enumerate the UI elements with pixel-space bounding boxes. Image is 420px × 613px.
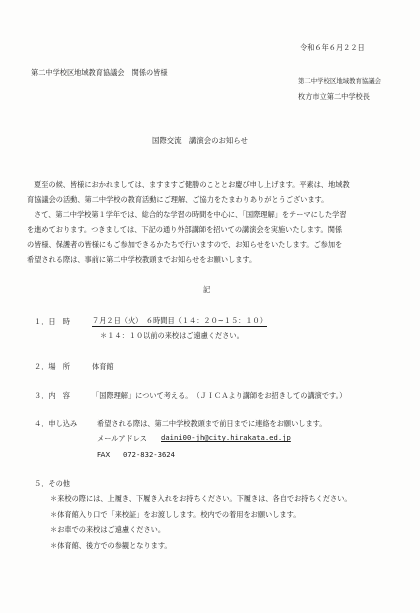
item-apply-value: 希望される際は、第二中学校教頭まで前日までに連絡をお願いします。 (97, 419, 327, 428)
email-link[interactable]: daini00-jh@city.hirakata.ed.jp (161, 433, 291, 442)
item-date-text: ７月２日（火） ６時間目（１４：２０~１５：１０） (92, 316, 267, 325)
body-line: 育協議会の活動、第二中学校の教育活動にご理解、ご協力をたまわりありがとうございます。 (27, 195, 329, 204)
document-title: 国際交流 講演会のお知らせ (152, 136, 248, 145)
item-place-value: 体育館 (92, 362, 114, 371)
body-line: 夏至の候、皆様におかれましては、ますますご健勝のこととお慶び申し上げます。平素は、地域教 (34, 180, 350, 189)
item-other-note: ＊体育館入り口で「来校証」をお渡しします。校内での着用をお願いします。 (50, 510, 301, 519)
sender-name: 枚方市立第二中学校長 (298, 92, 370, 101)
fax-number: 072-832-3624 (123, 450, 175, 459)
recipient: 第二中学校区地域教育協議会 関係の皆様 (31, 68, 168, 77)
body-line: 希望される際は、事前に第二中学校教頭までお知らせをお願いします。 (27, 255, 257, 264)
body-line: の皆様、保護者の皆様にもご参加できるかたちで行いますので、お知らせをいたします。ご参加を (27, 240, 343, 249)
item-date-value (92, 317, 267, 324)
item-place-label: ２．場 所 (34, 362, 70, 371)
item-other-note: ＊体育館、後方での参観となります。 (50, 541, 172, 550)
item-date-label: １．日 時 (34, 317, 70, 326)
body-line: さて、第二中学校第１学年では、総合的な学習の時間を中心に、「国際理解」をテーマにした学習 (34, 210, 347, 219)
item-apply-mail-label: メールアドレス (97, 434, 147, 443)
body-line: を進めております。つきましては、下記の通り外部講師を招いての講演会を実施いたします。関係 (27, 225, 343, 234)
item-date-note: ＊１４：１０以前の来校はご遠慮ください。 (100, 331, 244, 340)
item-other-note: ＊来校の際には、上履き、下履き入れをお持ちください。下履きは、各自でお持ちください。 (50, 494, 352, 503)
sender-organization: 第二中学校区地域教育協議会 (298, 77, 382, 85)
document-date: 令和６年６月２２日 (300, 43, 365, 52)
item-other-note: ＊お車での来校はご遠慮ください。 (50, 525, 166, 534)
item-content-value: 「国際理解」について考える。 （ＪＩＣＡより講師をお招きしての講演です。） (92, 391, 347, 400)
item-apply-fax-label: FAX (97, 450, 111, 459)
ki-heading: 記 (203, 285, 211, 294)
item-content-label: ３．内 容 (34, 391, 70, 400)
item-apply-label: ４．申し込み (34, 419, 78, 428)
item-other-label: ５．その他 (34, 479, 70, 488)
